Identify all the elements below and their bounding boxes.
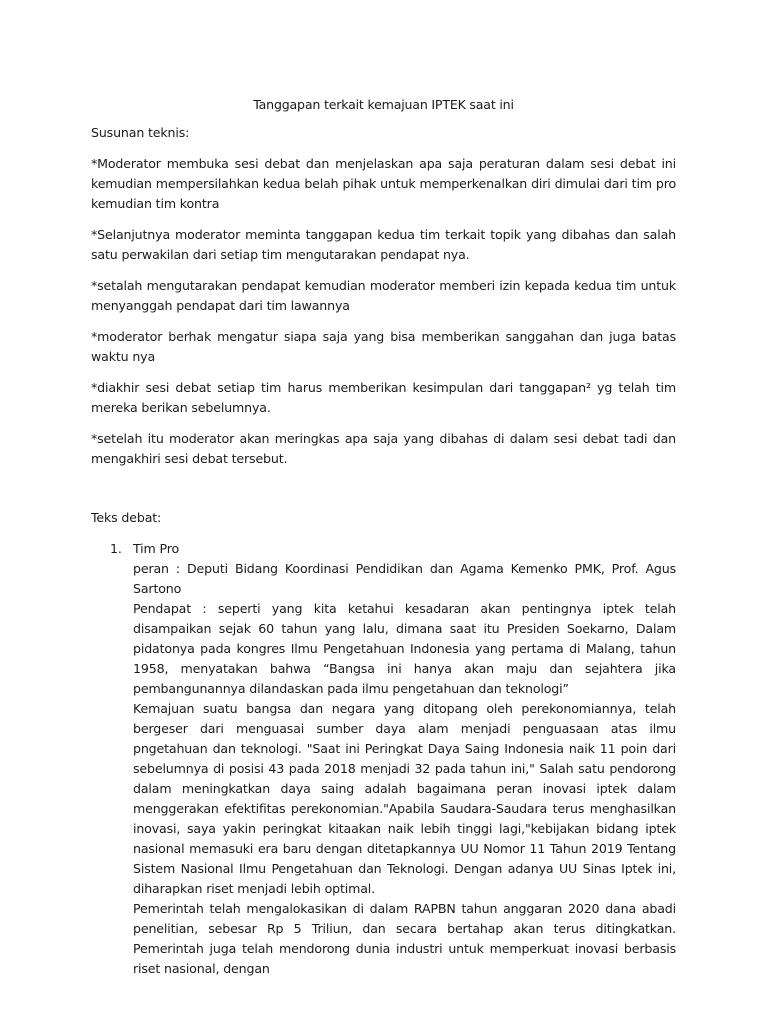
susunan-item-2: *Selanjutnya moderator meminta tanggapan kedua tim terkait topik yang dibahas dan salah satu perwakilan dari setiap tim mengutarakan pendapat nya.: [91, 227, 676, 262]
susunan-heading: Susunan teknis:: [91, 125, 190, 140]
document-title: Tanggapan terkait kemajuan IPTEK saat ini: [253, 97, 514, 112]
susunan-item-1: *Moderator membuka sesi debat dan menjelaskan apa saja peraturan dalam sesi debat ini kemudian mempersilahkan kedua belah pihak untuk memperkenalkan diri dimulai dari tim pro kemudian tim kontra: [91, 156, 676, 211]
section-spacer: [91, 480, 676, 508]
pemerintah-paragraph: Pemerintah telah mengalokasikan di dalam RAPBN tahun anggaran 2020 dana abadi penelitian, sebesar Rp 5 Triliun, dan secara bertahap akan terus ditingkatkan. Pemerintah juga telah mendorong dunia industri untuk memperkuat inovasi berbasis riset nasional, dengan: [133, 901, 676, 976]
teks-heading: Teks debat:: [91, 510, 162, 525]
susunan-item-3: *setalah mengutarakan pendapat kemudian moderator memberi izin kepada kedua tim untuk menyanggah pendapat dari tim lawannya: [91, 278, 676, 313]
susunan-item-5: *diakhir sesi debat setiap tim harus memberikan kesimpulan dari tanggapan² yg telah tim mereka berikan sebelumnya.: [91, 380, 676, 415]
team-role: peran : Deputi Bidang Koordinasi Pendidikan dan Agama Kemenko PMK, Prof. Agus Sartono: [133, 561, 676, 596]
pendapat-paragraph: Pendapat : seperti yang kita ketahui kesadaran akan pentingnya iptek telah disampaikan sejak 60 tahun yang lalu, dimana saat itu Presiden Soekarno, Dalam pidatonya pada kongres Ilmu Pengetahuan Indonesia yang pertama di Malang, tahun 1958, menyatakan bahwa “Bangsa ini hanya akan maju dan sejahtera jika pembangunannya dilandaskan pada ilmu pengetahuan dan teknologi”: [133, 601, 676, 696]
team-name: Tim Pro: [133, 541, 180, 556]
susunan-item-6: *setelah itu moderator akan meringkas apa saja yang dibahas di dalam sesi debat tadi dan mengakhiri sesi debat tersebut.: [91, 431, 676, 466]
list-item: [91, 539, 676, 979]
list-number: 1.: [110, 541, 122, 556]
susunan-item-4: *moderator berhak mengatur siapa saja yang bisa memberikan sanggahan dan juga batas waktu nya: [91, 329, 676, 364]
kemajuan-paragraph: Kemajuan suatu bangsa dan negara yang ditopang oleh perekonomiannya, telah bergeser dari menguasai sumber daya alam menjadi penguasaan atas ilmu pngetahuan dan teknologi. "Saat ini Peringkat Daya Saing Indonesia naik 11 poin dari sebelumnya di posisi 43 pada 2018 menjadi 32 pada tahun ini," Salah satu pendorong dalam meningkatkan daya saing adalah bagaimana peran inovasi iptek dalam menggerakan efektifitas perekonomian."Apabila Saudara-Saudara terus menghasilkan inovasi, saya yakin peringkat kitaakan naik lebih tinggi lagi,"kebijakan bidang iptek nasional memasuki era baru dengan ditetapkannya UU Nomor 11 Tahun 2019 Tentang Sistem Nasional Ilmu Pengetahuan dan Teknologi. Dengan adanya UU Sinas Iptek ini, diharapkan riset menjadi lebih optimal.: [133, 701, 676, 896]
debate-list: [91, 539, 676, 979]
